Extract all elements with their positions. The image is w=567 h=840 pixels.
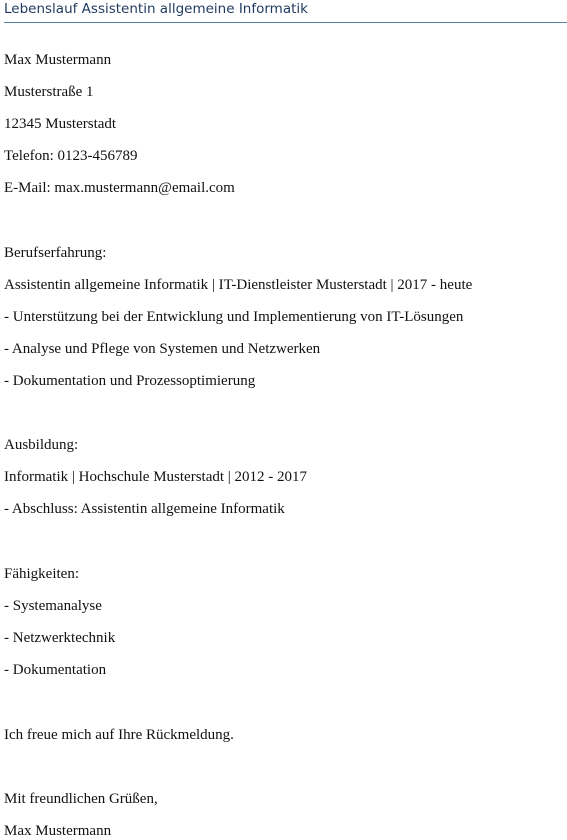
education-item: - Abschluss: Assistentin allgemeine Informatik bbox=[4, 501, 285, 517]
contact-city: 12345 Musterstadt bbox=[4, 116, 117, 132]
document-header bbox=[4, 0, 567, 22]
closing-note: Ich freue mich auf Ihre Rückmeldung. bbox=[4, 727, 234, 743]
experience-position: Assistentin allgemeine Informatik | IT-Dienstleister Musterstadt | 2017 - heute bbox=[4, 277, 473, 293]
experience-item: - Analyse und Pflege von Systemen und Netzwerken bbox=[4, 341, 321, 357]
header-divider bbox=[4, 22, 567, 23]
skills-item: - Dokumentation bbox=[4, 662, 107, 678]
signature-name: Max Mustermann bbox=[4, 823, 112, 839]
contact-street: Musterstraße 1 bbox=[4, 84, 94, 100]
experience-heading: Berufserfahrung: bbox=[4, 245, 107, 261]
contact-email: E-Mail: max.mustermann@email.com bbox=[4, 180, 235, 196]
document-title: Lebenslauf Assistentin allgemeine Informatik bbox=[4, 1, 308, 17]
education-heading: Ausbildung: bbox=[4, 437, 79, 453]
closing-greeting: Mit freundlichen Grüßen, bbox=[4, 791, 158, 807]
experience-item: - Unterstützung bei der Entwicklung und Implementierung von IT-Lösungen bbox=[4, 309, 464, 325]
skills-heading: Fähigkeiten: bbox=[4, 566, 79, 582]
skills-item: - Systemanalyse bbox=[4, 598, 102, 614]
skills-item: - Netzwerktechnik bbox=[4, 630, 116, 646]
experience-item: - Dokumentation und Prozessoptimierung bbox=[4, 373, 256, 389]
contact-phone: Telefon: 0123-456789 bbox=[4, 148, 138, 164]
education-entry: Informatik | Hochschule Musterstadt | 2012 - 2017 bbox=[4, 469, 308, 485]
contact-name: Max Mustermann bbox=[4, 52, 112, 68]
